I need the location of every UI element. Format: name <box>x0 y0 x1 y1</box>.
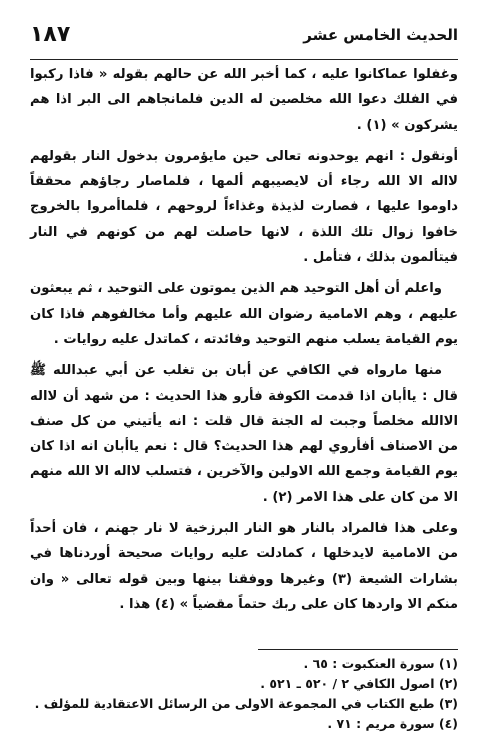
paragraph-1: وغفلوا عماكانوا عليه ، كما أخبر الله عن حالهم بقوله « فاذا ركبوا في الفلك دعوا الله مخلصين له الدين فلمانجاهم الى البر اذا هم يشركون » (١) . <box>30 67 458 133</box>
paragraph-4: منها مارواه في الكافي عن أبان بن تغلب عن أبي عبدالله ﷺ قال : ياأبان اذا قدمت الكوفة فأرو هذا الحديث : من شهد أن لااله الاالله مخلصاً وجبت له الجنة قال قلت : انه يأتيني من كل صنف من الاصناف أفأروي لهم هذا الحديث؟ قال : نعم ياأبان انه اذا كان يوم القيامة وجمع الله الاولين والآخرين ، فتسلب لااله الا الله منهم الا من كان على هذا الامر (٢) . <box>30 363 458 505</box>
chapter-title: الحديث الخامس عشر <box>303 26 458 44</box>
page-number: ١٨٧ <box>30 22 71 47</box>
footnote-rule <box>258 649 458 650</box>
page-header <box>30 22 458 56</box>
paragraph-5: وعلى هذا فالمراد بالنار هو النار البرزخية لا نار جهنم ، فان أحداً من الامامية لايدخلها ، كمادلت عليه روايات صحيحة أوردناها في بشارات الشيعة (٣) وغيرها ووفقنا بينها وبين قوله تعالى « وان منكم الا واردها كان على ربك حتماً مقضياً » (٤) هذا . <box>30 521 458 612</box>
footnotes <box>30 654 458 734</box>
footnote-4: (٤) سورة مريم : ٧١ . <box>327 716 458 731</box>
page-body <box>30 62 458 617</box>
paragraph-3: واعلم أن أهل التوحيد هم الذين يموتون على التوحيد ، ثم يبعثون عليهم ، وهم الامامية رضوان الله عليهم وأما مخالفوهم فاذا كان يوم القيامة يسلب منهم التوحيد وفائدته ، كماتدل عليه روايات . <box>30 281 458 347</box>
paragraph-2: أونقول : انهم يوحدونه تعالى حين مايؤمرون بدخول النار بقولهم لااله الا الله رجاء أن لايصيبهم ألمها ، فلماصار رجاؤهم محققاً داوموا عليها ، فصارت لذيذة وغذاءاً لروحهم ، فلماأمروا بالخروج خافوا زوال تلك اللذة ، لانها حاصلت لهم من كونهم في النار فيتألمون بذلك ، فتأمل . <box>30 148 458 266</box>
footnote-1: (١) سورة العنكبوت : ٦٥ . <box>303 656 458 671</box>
footnote-3: (٣) طبع الكتاب في المجموعة الاولى من الرسائل الاعتقادية للمؤلف . <box>34 696 458 711</box>
footnote-2: (٢) اصول الكافي ٢ / ٥٢٠ ـ ٥٢١ . <box>260 676 458 691</box>
header-rule <box>30 59 458 60</box>
